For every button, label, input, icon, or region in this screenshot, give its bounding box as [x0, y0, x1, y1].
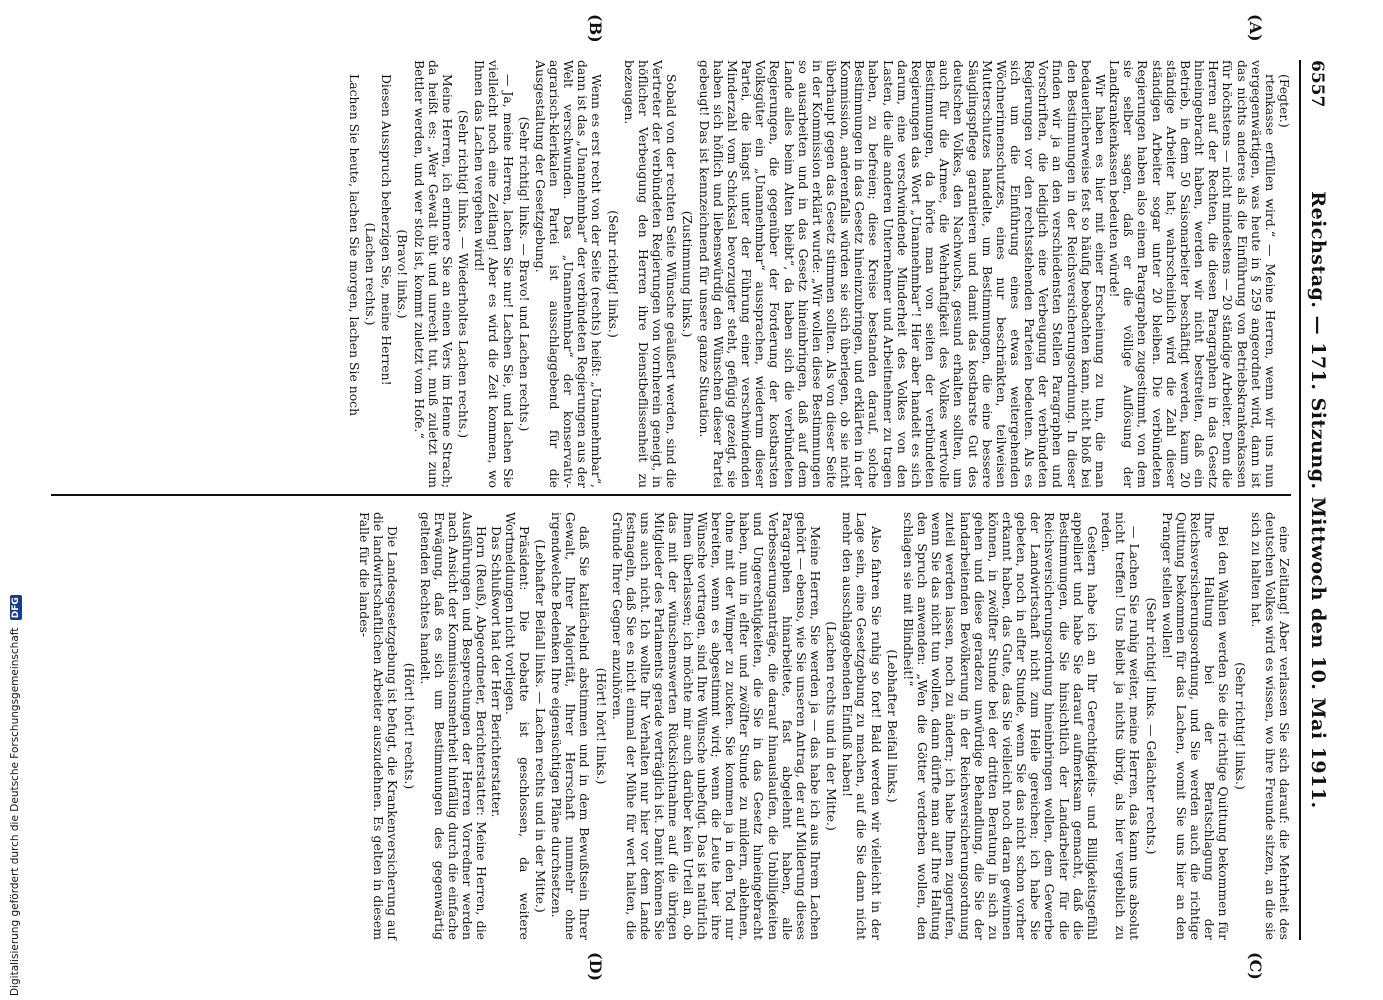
- paragraph: — Ja, meine Herren, lachen Sie nur! Lachen Sie, und lachen Sie vielleicht noch eine Zeitlang! Aber es wird die Zeit kommen, wo Ihnen das Lachen vergehen wird!: [472, 60, 516, 488]
- paragraph: Meine Herren, Sie werden ja — das habe ich aus Ihrem Lachen gehört — ebenso, wie Sie unseren Antrag, der auf Milderung dieses Paragraphen hinarbeitete, fast abgelehnt haben, alle Verbesserungsanträge, die darauf hinauslaufen, die Unbilligkeiten und Ungerechtigkeiten, die Sie in das Gesetz hineingebracht haben, nun in elfter und zwölfter Stunde zu mildern, ablehnen, ohne mit der Wimper zu zucken. Sie kommen ja in den Tod nur bereiten, wenn es abgestimmt wird; wenn die Leute hier ihre Wünsche vortragen, sind Ihre Wünsche unbefugt. Das ist natürlich Ihnen überlassen; ich möchte mir auch darüber kein Urteil an, ob das mit der wünschenswerten Rücksichtnahme auf die übrigen Mitglieder des Parlaments gerade verträglich ist. Damit können Sie uns auch nicht. Ich wollte Ihr Verhalten nur hier vor dem Lande festnageln, daß Sie es nicht einmal der Mühe für wert halten, die Gründe Ihrer Gegner anzuhören.: [609, 512, 823, 940]
- stage-direction: (Sehr richtig! links. — Gelächter rechts.): [1143, 597, 1159, 855]
- paragraph: Sobald von der rechten Seite Wünsche geäußert werden, sind die Vertreter der verbündeten Regierungen von vornherein geneigt, in höflicher Verbeugung den Herren ihre Dienstbeflissenheit zu bezeugen.: [621, 60, 680, 488]
- column-divider: [51, 494, 1291, 496]
- paragraph: Das Schlußwort hat der Herr Berichterstatter.: [488, 526, 504, 818]
- stage-direction: (Lachen rechts.): [363, 222, 379, 326]
- paragraph: daß Sie kaltlächelnd abstimmen und in dem Bewußtsein Ihrer Gewalt, Ihrer Majorität, Ihrer Herrschaft nunmehr ohne irgendwelche Bedenken Ihre eigensüchtigen Pläne durchsetzen.: [549, 512, 593, 940]
- paragraph: Diesen Ausspruch beherzigen Sie, meine Herren!: [379, 74, 395, 386]
- text-column-left: [347, 60, 1291, 488]
- stage-direction: (Hört! hört! links.): [593, 667, 609, 785]
- margin-marker-c: (C): [1246, 952, 1265, 980]
- stage-direction: (Lachen rechts und in der Mitte.): [824, 621, 840, 831]
- paragraph: Meine Herren, ich erinnere Sie an einen Vers im Henne Strach; da heißt es: „Wer Gewalt übt und unrecht tut, muß zuletzt zum Bettler werden, und wer stolz ist, kommt zuletzt vom Hofe.“: [411, 60, 455, 488]
- margin-marker-b: (B): [586, 14, 605, 43]
- paragraph: Wir haben es hier mit einer Erscheinung zu tun, die man bedauerlicherweise fest so häufig beobachten kann, nicht bloß bei den Bestimmungen in der Reichsversicherungsordnung. In dieser finden wir ja an den verschiedensten Stellen Paragraphen und Vorschriften, die lediglich eine Verbeugung der verbündeten Regierungen vor den rechtsstehenden Parteien bedeuten. Als es sich um die Einführung eines etwas weitergehenden Wöchnerinnenschutzes, eines nur beschränkten, teilweisen Mutterschutzes handelte, um Bestimmungen, die eine bessere Säuglingspflege garantieren und damit das kostbarste Gut des deutschen Volkes, den Nachwuchs, gesund erhalten sollten, um auch für die Armee, die Wehrhaftigkeit des Volkes wertvolle Bestimmungen, da hörte man von seiten der verbündeten Regierungen das Wort „Unannehmbar“! Hier aber handelt es sich darum, eine verschwindende Minderheit des Volkes von den Lasten, die alle anderen Unternehmer und Arbeitnehmer zu tragen haben, zu befreien; diese Kreise bestanden darauf, solche Bestimmungen in das Gesetz hineinzubringen, und erklärten in der Kommission, anderenfalls würden sie sich überlegen, ob sie nicht überhaupt gegen das Gesetz stimmen sollten. Als von dieser Seite in der Kommission erklärt wurde: „Wir wollen diese Bestimmungen so ausarbeiten und in das Gesetz hineinbringen, daß auf dem Lande alles beim Alten bleibt“, da haben sich die verbündeten Regierungen, die gegenüber der Forderung der kostbarsten Volksgüter ein „Unannehmbar“ aussprachen, wiederum dieser Partei, die längst unter der Führung einer verschwindenden Minderzahl vom Schicksal bevorzugter steht, gefügig gezeigt, sie haben sich höflich und liebenswürdig den Wünschen dieser Partei gebeugt! Das ist kennzeichnend für unsere ganze Situation.: [696, 60, 1108, 488]
- paragraph: Horn (Reuß), Abgeordneter, Berichterstatter: Meine Herren, die Ausführungen und Besprechungen der Herren Vorredner werden nach Ansicht der Kommissionsmehrheit hinfällig durch die einfache Erwägung, daß es sich um Bestimmungen des gegenwärtig geltenden Rechtes handelt.: [417, 512, 490, 940]
- paragraph: Bei den Wahlen werden Sie die richtige Quittung bekommen für Ihre Haltung bei der Beratschlagung der Reichsversicherungsordnung, und Sie werden auch die richtige Quittung bekommen für das Lachen, womit Sie uns hier an den Pranger stellen wollen!: [1159, 512, 1232, 940]
- paragraph: — Lachen Sie ruhig weiter, meine Herren, das kann uns absolut nicht treffen! Uns bleibt ja nichts übrig, als hier vergeblich zu reden.: [1099, 512, 1143, 940]
- paragraph: rtenkasse erfüllen wird.“ — Meine Herren, wenn wir uns nun vergegenwärtigen, was heute in § 259 angeordnet wird, dann ist das nichts anderes als die Einführung von Betriebskrankenkassen für höchstens — nicht mindestens — 20 ständige Arbeiter. Denn die Herren auf der Rechten, die diesen Paragraphen in das Gesetz hineingebracht haben, werden wir nicht bestreiten, daß ein Betrieb, in dem 50 Saisonarbeiter beschäftigt werden, kaum 20 ständige Arbeiter hat; wahrscheinlich wird die Zahl dieser ständigen Arbeiter sogar unter 20 bleiben. Die verbündeten Regierungen haben also einem Paragraphen zugestimmt, von dem sie selber sagen, daß er die völlige Auflösung der Landkrankenkassen bedeuten würde!: [1107, 60, 1278, 488]
- paragraph: Lachen Sie heute, lachen Sie morgen, lachen Sie noch: [347, 74, 362, 417]
- stage-direction: (Lebhafter Beifall links.): [884, 649, 900, 803]
- stage-direction: (Sehr richtig! links.): [605, 210, 621, 338]
- stage-direction: (Lebhafter Beifall links. — Lachen rechts und in der Mitte.): [533, 539, 549, 913]
- paragraph: (Fegter.): [1277, 74, 1292, 128]
- running-title: Reichstag. — 171. Sitzung. Mittwoch den 10. Mai 1911.: [1307, 191, 1329, 809]
- paragraph: eine Zeitlang! Aber verlassen Sie sich darauf: die Mehrheit des deutschen Volkes wird es wissen, wo ihre Freunde sitzen, an die sie sich zu halten hat.: [1248, 512, 1292, 940]
- paragraph: Wenn es erst recht von der Seite (rechts) heißt: „Unannehmbar“, dann ist das „Unannehmbar“ der verbündeten Regierungen aus der Welt verschwunden. Das „Unannehmbar“ der konservativ-agrarisch-klerikalen Partei ist ausschlaggebend für die Ausgestaltung der Gesetzgebung.: [532, 60, 605, 488]
- paragraph: Die Landesgesetzgebung ist befugt, die Krankenversicherung auf die landwirtschaftlichen Arbeiter auszudehnen. Es gelten in diesem Falle für die landes-: [357, 512, 401, 940]
- paragraph: Gestern habe ich an Ihr Gerechtigkeits- und Billigkeitsgefühl appelliert und habe Sie darauf aufmerksam gemacht, daß die Bestimmungen, die Sie hinsichtlich der Landarbeiter für die Reichsversicherungsordnung hineinbringen wollen, dem Gewerbe der Landwirtschaft nicht zum Heile gereichen; ich habe Sie gebeten, noch in elfter Stunde, wenn Sie das nicht schon vorher erkannt haben, das Gute, das Sie vielleicht noch daran gewinnen können, in zwölfter Stunde bei der dritten Beratung in sich zu gehen und diese geradezu unwürdige Behandlung, die Sie der landarbeitenden Bevölkerung in der Reichsversicherungsordnung zuteil werden lassen, noch zu ändern; ich habe Ihnen zugerufen, wenn Sie das nicht tun wollen, dann dürfte man auf Ihre Haltung den Spruch anwenden: „Wen die Götter verderben wollen, den schlagen sie mit Blindheit!“: [900, 512, 1100, 940]
- stage-direction: (Zustimmung links.): [680, 210, 696, 338]
- page-number: 6557: [1307, 60, 1327, 108]
- paragraph: Präsident: Die Debatte ist geschlossen, da weitere Wortmeldungen nicht vorliegen.: [502, 512, 532, 940]
- margin-marker-a: (A): [1246, 14, 1265, 42]
- stage-direction: (Sehr richtig! links. — Bravo! und Lachen rechts.): [516, 116, 532, 432]
- dfg-logo: DFG: [11, 597, 21, 619]
- page-header: [1299, 60, 1331, 940]
- stage-direction: (Sehr richtig! links. — Wiederholtes Lachen rechts.): [456, 109, 472, 439]
- stage-direction: (Sehr richtig! links.): [1232, 662, 1248, 790]
- text-column-right: [357, 512, 1291, 940]
- stage-direction: (Bravo! links.): [395, 229, 411, 319]
- paragraph: Also fahren Sie ruhig so fort! Bald werden wir vielleicht in der Lage sein, eine Gesetzgebung zu machen, auf die Sie dann nicht mehr den ausschlaggebenden Einfluß haben!: [840, 512, 884, 940]
- stage-direction: (Hört! hört! rechts.): [401, 662, 417, 790]
- credit-text: Digitalisierung gefördert durch die Deutsche Forschungsgemeinschaft: [9, 627, 21, 996]
- margin-marker-d: (D): [586, 952, 605, 982]
- digitization-credit: [8, 597, 22, 996]
